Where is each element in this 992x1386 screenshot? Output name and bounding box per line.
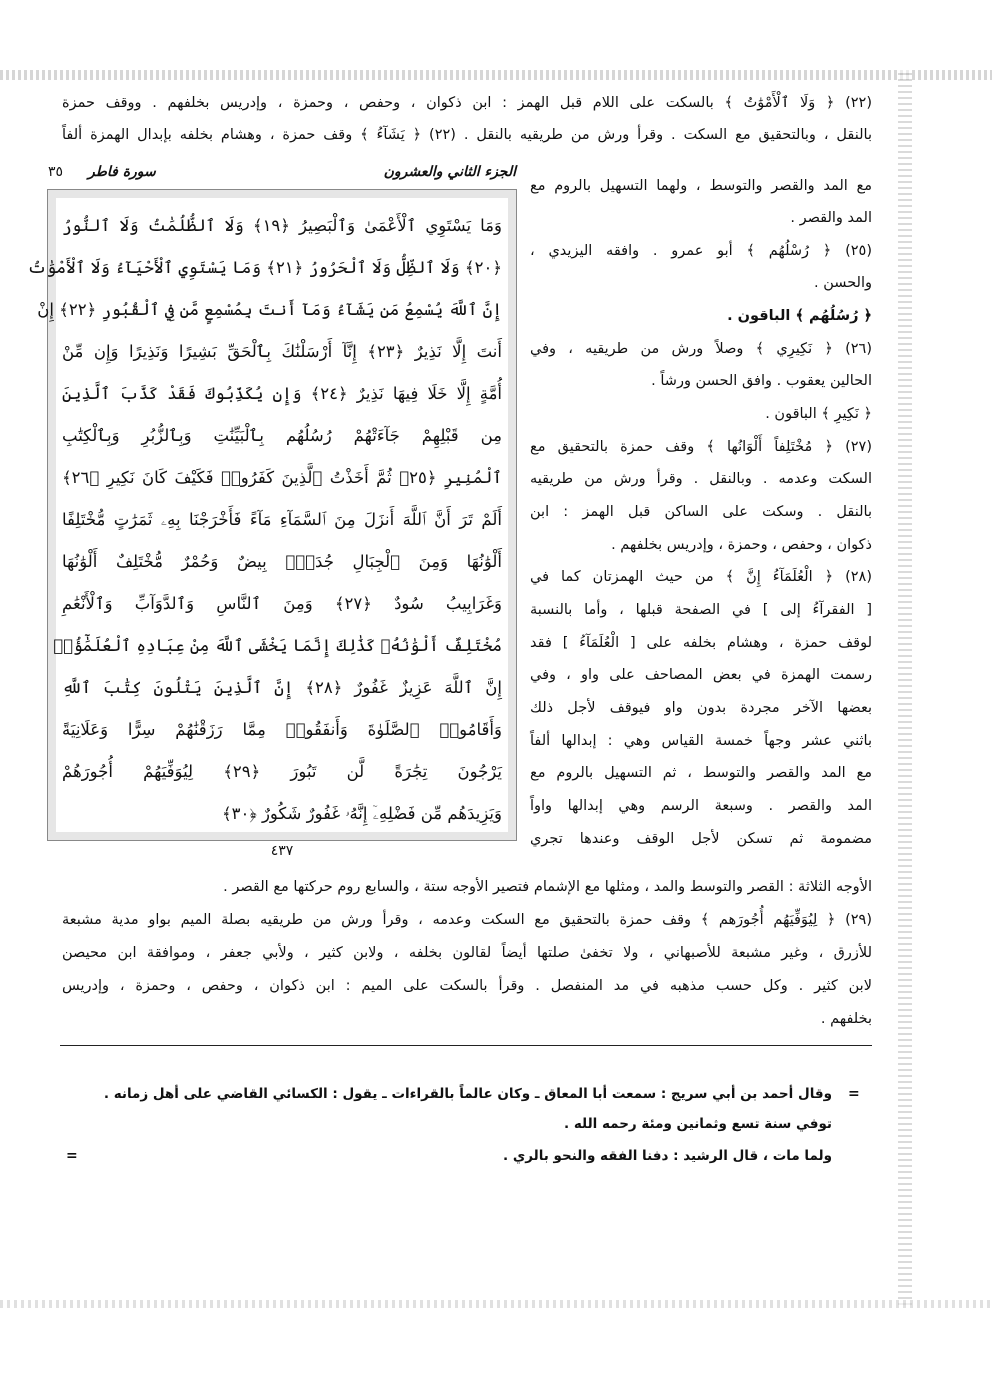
commentary-line: بالنقل . وسكت على الساكن قبل الهمز : ابن	[530, 504, 872, 520]
quran-line: إِنَّ ٱللَّهَ عَزِيزٌ غَفُورٌ ﴿٢٨﴾ إِنَّ ٱلَّذِينَ يَتْلُونَ كِتَٰبَ ٱللَّهِ	[62, 678, 502, 697]
commentary-line: مضمومة ثم تسكن لأجل الوقف وعندها تجري	[530, 831, 872, 847]
quran-line: ﴿٢٠﴾ وَلَا ٱلظِّلُّ وَلَا ٱلْحَرُورُ ﴿٢١﴾ وَمَا يَسْتَوِي ٱلْأَحْيَآءُ وَلَا ٱلْأَمْوَٰتُ	[27, 258, 502, 277]
commentary-line: (٢٢) ﴿ وَلَا ٱلْأَمْوَٰتُ ﴾ بالسكت على اللام قبل الهمز : ابن ذكوان ، وحفص ، وحمزة ، وإدريس بخلفهم . ووقف حمزة	[62, 95, 872, 111]
commentary-line: بعضها الآخر مجردة بدون واو فيوقف لأجل ذلك	[530, 700, 872, 716]
quran-line: أُمَّةٍ إِلَّا خَلَا فِيهَا نَذِيرٌ ﴿٢٤﴾ وَإِن يُكَذِّبُوكَ فَقَدْ كَذَّبَ ٱلَّذِينَ	[62, 384, 502, 403]
quran-line: أَنتَ إِلَّا نَذِيرٌ ﴿٢٣﴾ إِنَّآ أَرْسَلْنَٰكَ بِٱلْحَقِّ بَشِيرًا وَنَذِيرًا وَإِن مِّنْ	[62, 342, 502, 361]
commentary-line: لابن كثير . وكل حسب مذهبه في مد المنفصل . وقرأ بالسكت على الميم : ابن ذكوان ، وحفص ، وحمزة ، وإدريس	[62, 978, 872, 994]
commentary-line: والحسن .	[814, 275, 872, 291]
commentary-line: ﴿ نَكِيرِ ﴾ الباقون .	[765, 406, 872, 422]
footnote-separator	[60, 1045, 872, 1046]
commentary-line: للأزرق ، وغير مشبعة للأصبهاني ، ولا تخفىٰ صلتها أيضاً لقالون بخلفه ، ولابن كثير ، ولأبي جعفر ، وموافقة ابن محيصن	[62, 945, 872, 961]
bottom-ornamental-border	[0, 1300, 992, 1308]
commentary-line: ذكوان ، وحفص ، وحمزة ، وإدريس بخلفهم .	[611, 537, 872, 553]
commentary-line: ﴿ رُسُلُهُم ﴾ الباقون .	[727, 308, 872, 324]
quran-line: مُخْتَلِفٌ أَلْوَٰنُهُۥ كَذَٰلِكَ إِنَّمَا يَخْشَى ٱللَّهَ مِنْ عِبَادِهِ ٱلْعُلَمَٰٓؤُا۟	[53, 636, 502, 655]
surah-title: سورة فاطر	[88, 164, 156, 180]
quran-line: مِن قَبْلِهِمْ جَآءَتْهُمْ رُسُلُهُم بِٱلْبَيِّنَٰتِ وَبِٱلزُّبُرِ وَبِٱلْكِتَٰبِ	[62, 426, 502, 445]
footnote-end-mark: =	[66, 1148, 78, 1164]
quran-line: إِنَّ ٱللَّهَ يُسْمِعُ مَن يَشَآءُ وَمَآ أَنتَ بِمُسْمِعٍ مَّن فِي ٱلْقُبُورِ ﴿٢٢﴾ إِنْ	[37, 300, 502, 319]
commentary-line: (٢٥) ﴿ رُسْلُهُم ﴾ أبو عمرو . وافقه اليزيدي ،	[530, 243, 872, 259]
commentary-line: المد والقصر .	[790, 210, 872, 226]
commentary-line: المد والقصر . وسبعة الرسم وهي إبدالها واواً	[530, 798, 872, 814]
commentary-line: لوقف حمزة ، وهشام بخلفه على [ الْعُلَمَآءُ ] فقد	[530, 635, 872, 651]
quran-line: وَيَزِيدَهُم مِّن فَضْلِهِۦٓ إِنَّهُۥ غَفُورٌ شَكُورٌ ﴿٣٠﴾	[221, 804, 502, 823]
quran-page-number: ٤٣٧	[270, 843, 294, 859]
footnote-line: ولما مات ، قال الرشيد : دفنا الفقه والنحو بالري .	[503, 1148, 832, 1164]
commentary-line: الحالين يعقوب . وافق الحسن ورشاً .	[651, 373, 872, 389]
quran-line: ٱلْمُنِيرِ ﴿٢٥﴾ ثُمَّ أَخَذْتُ ٱلَّذِينَ كَفَرُوا۟ فَكَيْفَ كَانَ نَكِيرِ ﴿٢٦﴾	[62, 468, 502, 487]
surah-number: ٣٥	[48, 164, 64, 180]
commentary-line: الأوجه الثلاثة : القصر والتوسط والمد ، ومثلها مع الإشمام فتصير الأوجه ستة ، والسابع روم حركتها مع القصر .	[223, 879, 872, 895]
top-ornamental-border	[0, 70, 992, 80]
commentary-line: (٢٩) ﴿ لِيُوَفِّيَهُم أُجُورَهم ﴾ وقف حمزة بالتحقيق مع السكت وعدمه ، وقرأ ورش من طريقيه بصلة الميم بواو مدية مشبعة	[62, 912, 872, 928]
footnote-line: وقال أحمد بن أبي سريج : سمعت أبا المعاق ـ وكان عالماً بالقراءات ـ يقول : الكسائي القاضي على أهل زمانه .	[103, 1086, 832, 1102]
commentary-line: (٢٦) ﴿ نَكِيرِي ﴾ وصلاً ورش من طريقيه ، وفي	[530, 341, 872, 357]
side-ornamental-border	[898, 70, 912, 1305]
quran-line: أَلَمْ تَرَ أَنَّ ٱللَّهَ أَنزَلَ مِنَ ٱلسَّمَآءِ مَآءً فَأَخْرَجْنَا بِهِۦ ثَمَرَٰتٍ مُّخْتَلِفًا	[62, 510, 502, 529]
footnote-line: توفي سنة تسع وثمانين ومئة رحمه الله .	[564, 1116, 832, 1132]
commentary-line: بالنقل ، وبالتحقيق مع السكت . وقرأ ورش من طريقيه بالنقل . (٢٢) ﴿ يَشَآءُ ﴾ وقف حمزة ، وهشام بخلفه بإبدال الهمزة ألفاً	[62, 127, 872, 143]
quran-page-header	[48, 160, 516, 188]
commentary-line: (٢٧) ﴿ مُخْتَلِفاً أَلْوَانُها ﴾ وقف حمزة بالتحقيق مع	[530, 439, 872, 455]
quran-line: يَرْجُونَ تِجَٰرَةً لَّن تَبُورَ ﴿٢٩﴾ لِيُوَفِّيَهُمْ أُجُورَهُمْ	[62, 762, 503, 781]
quran-line: وَغَرَابِيبُ سُودٌ ﴿٢٧﴾ وَمِنَ ٱلنَّاسِ وَٱلدَّوَآبِّ وَٱلْأَنْعَٰمِ	[62, 594, 502, 613]
commentary-line: باثني عشر وجهاً خمسة القياس وهي : إبدالها ألفاً	[530, 733, 872, 749]
juz-title: الجزء الثاني والعشرون	[383, 164, 516, 180]
quran-line: وَمَا يَسْتَوِي ٱلْأَعْمَىٰ وَٱلْبَصِيرُ ﴿١٩﴾ وَلَا ٱلظُّلُمَٰتُ وَلَا ٱلنُّورُ	[62, 216, 502, 235]
commentary-line: [ الفقرآءُ إلى ] في الصفحة قبلها ، وأما بالنسبة	[530, 602, 872, 618]
quran-line: وَأَقَامُوا۟ ٱلصَّلَوٰةَ وَأَنفَقُوا۟ مِمَّا رَزَقْنَٰهُمْ سِرًّا وَعَلَانِيَةً	[62, 720, 502, 739]
commentary-line: بخلفهم .	[820, 1011, 872, 1027]
commentary-line: مع المد والقصر والتوسط ، ثم التسهيل بالروم مع	[530, 765, 872, 781]
commentary-line: رسمت الهمزة في بعض المصاحف على واو ، وفي	[530, 667, 872, 683]
commentary-line: مع المد والقصر والتوسط ، ولهما التسهيل بالروم مع	[530, 178, 872, 194]
commentary-line: السكت وعدمه . وبالنقل . وقرأ ورش من طريقيه	[530, 471, 872, 487]
footnote-continuation-mark: =	[848, 1086, 860, 1102]
commentary-line: (٢٨) ﴿ الْعُلَمَآءُ إِنَّ ﴾ من حيث الهمزتان كما في	[530, 569, 872, 585]
quran-line: أَلْوَٰنُهَا وَمِنَ ٱلْجِبَالِ جُدَدٌۢ بِيضٌ وَحُمْرٌ مُّخْتَلِفٌ أَلْوَٰنُهَا	[62, 552, 502, 571]
